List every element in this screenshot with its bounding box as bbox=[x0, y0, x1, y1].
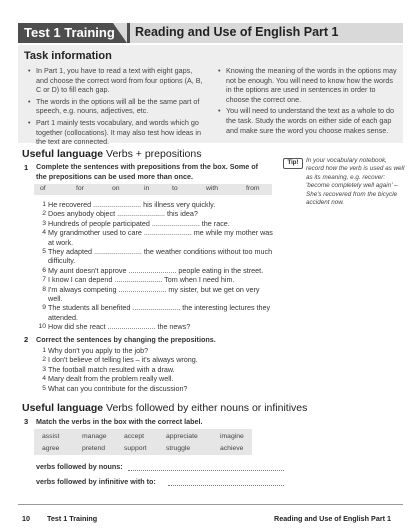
preposition-word: to bbox=[172, 185, 178, 192]
section-title-bold: Useful language bbox=[22, 402, 104, 414]
preposition-word: for bbox=[76, 185, 84, 192]
item-number: 7 bbox=[42, 276, 46, 284]
item-number: 1 bbox=[42, 347, 46, 354]
question-number: 3 bbox=[24, 417, 29, 426]
question-instruction: Complete the sentences with prepositions from the box. Some of the prepositions can be used more than once. bbox=[36, 162, 259, 181]
answer-line[interactable] bbox=[168, 485, 284, 486]
list-item bbox=[34, 200, 274, 209]
section-title-bold: Useful language bbox=[22, 148, 104, 160]
section-title-light: Verbs followed by either nouns or infinitives bbox=[106, 402, 308, 414]
item-number: 1 bbox=[42, 201, 46, 208]
item-text: How did she react ........................ the news? bbox=[48, 322, 191, 332]
item-text: I know I can depend ........................ Tom when I need him. bbox=[48, 275, 235, 285]
list-item bbox=[34, 285, 274, 304]
list-item bbox=[34, 374, 274, 383]
list-item bbox=[34, 355, 274, 364]
question-number: 2 bbox=[24, 335, 29, 344]
item-text: My grandmother used to care ........................ me while my mother was at work. bbox=[48, 228, 273, 247]
verb-word: manage bbox=[82, 433, 107, 440]
verb-word: agree bbox=[42, 445, 60, 452]
item-text: The football match resulted with a draw. bbox=[48, 364, 175, 374]
preposition-word: of bbox=[40, 185, 46, 192]
page-number: 10 bbox=[22, 514, 30, 523]
item-text: My aunt doesn't approve ........................ people eating in the street. bbox=[48, 265, 264, 275]
task-bullet: • Knowing the meaning of the words in the options may not be enough. You will need to know how the words in the options are used in sentences in order to choose the correct one. bbox=[218, 66, 398, 104]
verb-word: achieve bbox=[220, 445, 244, 452]
list-item bbox=[34, 365, 274, 374]
tip-text: In your vocabulary notebook, record how the verb is used as well as its meaning, e.g. recover: 'become completely well again' – She's recovered from the bicycle accident now. bbox=[306, 157, 405, 207]
tip-badge: Tip! bbox=[283, 158, 303, 169]
task-left-list bbox=[28, 66, 206, 149]
question-instruction: Match the verbs in the box with the correct label. bbox=[36, 417, 203, 426]
task-bullet: • You will need to understand the text as a whole to do the task. Study the words on either side of each gap and make sure the word you choose makes sense. bbox=[218, 106, 398, 135]
item-number: 4 bbox=[42, 375, 46, 383]
verb-word: appreciate bbox=[166, 433, 198, 440]
footer-divider bbox=[18, 504, 403, 505]
list-item bbox=[34, 275, 274, 284]
preposition-word: from bbox=[246, 185, 260, 192]
preposition-word: with bbox=[206, 185, 219, 192]
item-text: What can you contribute for the discussion? bbox=[48, 383, 188, 393]
item-number: 4 bbox=[42, 229, 46, 237]
item-number: 8 bbox=[42, 285, 46, 293]
question-instruction: Correct the sentences by changing the prepositions. bbox=[36, 335, 216, 344]
item-number: 3 bbox=[42, 365, 46, 373]
item-number: 10 bbox=[38, 323, 46, 331]
list-item bbox=[34, 384, 274, 393]
item-text: I don't believe of telling lies – it's always wrong. bbox=[48, 355, 198, 365]
item-number: 5 bbox=[42, 248, 46, 256]
verb-word: assist bbox=[42, 433, 60, 440]
list-item bbox=[34, 247, 274, 266]
verb-word: struggle bbox=[166, 445, 191, 452]
preposition-word: in bbox=[144, 185, 150, 192]
section-title-verbs-nouns-infinitives bbox=[22, 402, 307, 414]
verb-word: accept bbox=[124, 433, 145, 440]
preposition-word: on bbox=[112, 185, 120, 192]
task-bullet: • In Part 1, you have to read a text with eight gaps, and choose the correct word from four options (A, B, C or D) to fill each gap. bbox=[28, 66, 206, 95]
item-number: 3 bbox=[42, 219, 46, 227]
list-item bbox=[34, 209, 274, 218]
label-verbs-infinitive: verbs followed by infinitive with to: bbox=[36, 477, 156, 486]
answer-line[interactable] bbox=[128, 470, 284, 471]
footer-right-title: Reading and Use of English Part 1 bbox=[274, 514, 392, 523]
verb-word: imagine bbox=[220, 433, 244, 440]
item-number: 9 bbox=[42, 304, 46, 312]
item-text: Why don't you apply to the job? bbox=[48, 346, 149, 355]
list-item bbox=[34, 266, 274, 275]
list-item bbox=[34, 346, 274, 355]
item-number: 5 bbox=[42, 384, 46, 392]
task-bullet: • Part 1 mainly tests vocabulary, and words which go together (collocations). It may also test how ideas in the text are connected. bbox=[28, 118, 206, 147]
item-text: The students all benefited ........................ the interesting lectures they attended. bbox=[48, 303, 271, 322]
verb-word: support bbox=[124, 445, 147, 452]
item-text: They adapted ........................ the weather conditions without too much difficulty. bbox=[48, 247, 273, 266]
list-item bbox=[34, 303, 274, 322]
item-number: 2 bbox=[42, 210, 46, 218]
task-bullet: • The words in the options will all be the same part of speech, e.g. nouns, adjectives, etc. bbox=[28, 97, 206, 116]
item-text: Hundreds of people participated ........................ the race. bbox=[48, 218, 230, 228]
question-number: 1 bbox=[24, 163, 29, 172]
task-right-list bbox=[218, 66, 398, 137]
item-number: 2 bbox=[42, 356, 46, 364]
section-title-verbs-prepositions bbox=[22, 148, 201, 160]
preposition-box bbox=[34, 184, 272, 195]
label-verbs-nouns: verbs followed by nouns: bbox=[36, 462, 123, 471]
verb-word: pretend bbox=[82, 445, 106, 452]
item-text: Mary dealt from the problem really well. bbox=[48, 374, 174, 384]
item-text: I'm always competing ........................ my sister, but we get on very well. bbox=[48, 284, 260, 304]
item-number: 6 bbox=[42, 266, 46, 274]
header-section-title: Reading and Use of English Part 1 bbox=[135, 25, 339, 39]
item-text: Does anybody object ........................ this idea? bbox=[48, 209, 198, 219]
item-text: He recovered ........................ his illness very quickly. bbox=[48, 200, 216, 209]
list-item bbox=[34, 219, 274, 228]
header-notch bbox=[113, 23, 127, 43]
task-information-title: Task information bbox=[24, 50, 112, 62]
header-title: Test 1 Training bbox=[24, 25, 115, 40]
footer-left-title: Test 1 Training bbox=[47, 514, 98, 523]
q1-sentence-list bbox=[34, 200, 274, 332]
q2-sentence-list bbox=[34, 346, 274, 393]
list-item bbox=[34, 322, 274, 331]
section-title-light: Verbs + prepositions bbox=[106, 148, 202, 160]
list-item bbox=[34, 228, 274, 247]
